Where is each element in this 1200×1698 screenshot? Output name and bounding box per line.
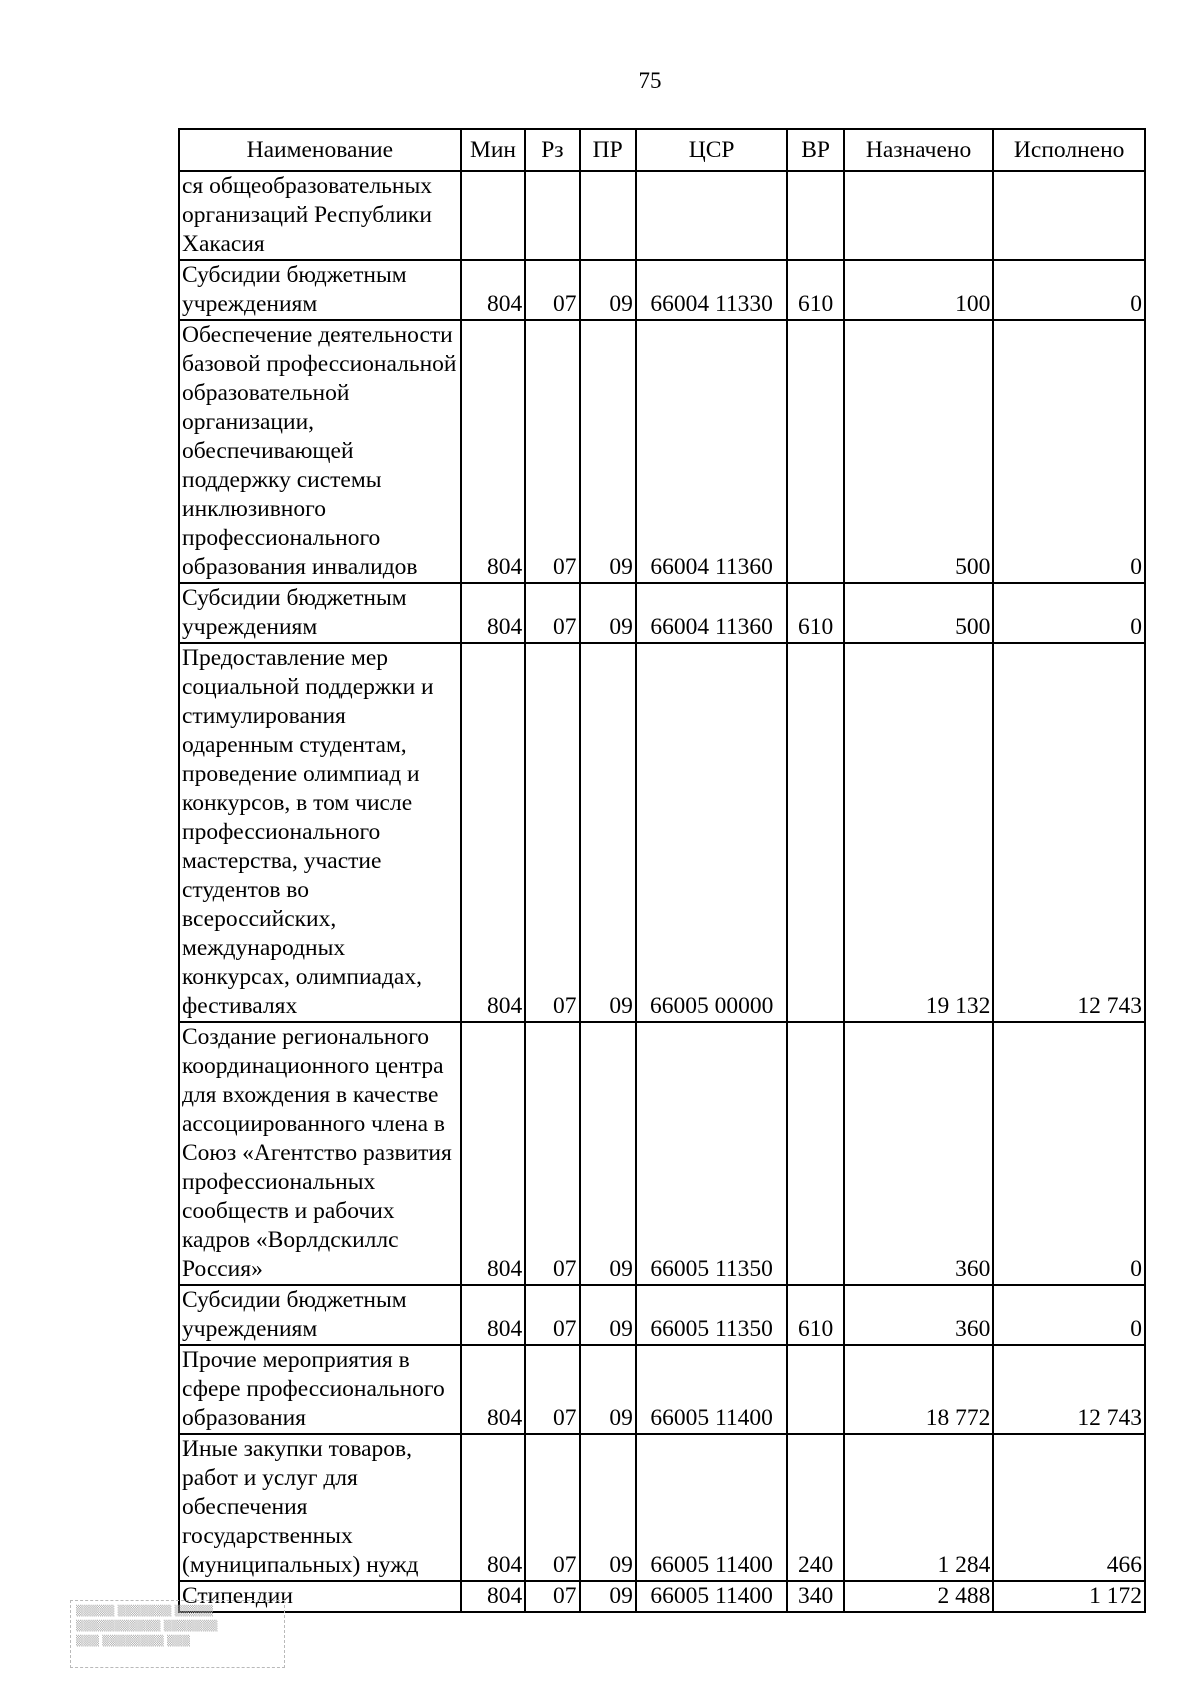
row-pr: 09 xyxy=(580,1345,636,1434)
row-vr: 240 xyxy=(787,1434,843,1581)
row-name: Прочие мероприятия в сфере профессионального образования xyxy=(179,1345,461,1434)
row-min: 804 xyxy=(461,1581,526,1612)
header-executed: Исполнено xyxy=(993,129,1145,171)
table-row xyxy=(179,1345,1145,1434)
header-rz: Рз xyxy=(525,129,579,171)
row-executed: 0 xyxy=(993,1022,1145,1285)
row-vr xyxy=(787,1022,843,1285)
row-rz: 07 xyxy=(525,1581,579,1612)
row-csr: 66005 11400 xyxy=(636,1434,788,1581)
row-name: Создание регионального координационного центра для вхождения в качестве ассоциированного члена в Союз «Агентство развития профессиональных сообществ и рабочих кадров «Ворлдскиллс Россия» xyxy=(179,1022,461,1285)
table-row xyxy=(179,1434,1145,1581)
row-vr: 610 xyxy=(787,1285,843,1345)
row-pr: 09 xyxy=(580,583,636,643)
row-min: 804 xyxy=(461,1285,526,1345)
row-assigned: 18 772 xyxy=(844,1345,994,1434)
row-vr: 610 xyxy=(787,260,843,320)
row-executed: 0 xyxy=(993,583,1145,643)
row-executed xyxy=(993,171,1145,260)
row-assigned: 360 xyxy=(844,1022,994,1285)
row-vr: 610 xyxy=(787,583,843,643)
budget-table xyxy=(178,128,1146,1613)
row-name: Субсидии бюджетным учреждениям xyxy=(179,583,461,643)
row-name: Обеспечение деятельности базовой профессиональной образовательной организации, обеспечивающей поддержку системы инклюзивного профессионального образования инвалидов xyxy=(179,320,461,583)
row-name: Предоставление мер социальной поддержки и стимулирования одаренным студентам, проведение олимпиад и конкурсов, в том числе профессионального мастерства, участие студентов во всероссийских, международных конкурсах, олимпиадах, фестивалях xyxy=(179,643,461,1022)
table-row xyxy=(179,260,1145,320)
table-row xyxy=(179,320,1145,583)
row-vr xyxy=(787,320,843,583)
row-executed: 0 xyxy=(993,1285,1145,1345)
row-assigned: 1 284 xyxy=(844,1434,994,1581)
row-csr xyxy=(636,171,788,260)
row-name: Субсидии бюджетным учреждениям xyxy=(179,260,461,320)
row-rz: 07 xyxy=(525,643,579,1022)
row-csr: 66004 11360 xyxy=(636,320,788,583)
row-vr xyxy=(787,1345,843,1434)
row-pr: 09 xyxy=(580,320,636,583)
table-row xyxy=(179,171,1145,260)
header-pr: ПР xyxy=(580,129,636,171)
row-csr: 66004 11360 xyxy=(636,583,788,643)
row-executed: 1 172 xyxy=(993,1581,1145,1612)
row-pr xyxy=(580,171,636,260)
row-csr: 66005 00000 xyxy=(636,643,788,1022)
row-vr xyxy=(787,643,843,1022)
row-executed: 0 xyxy=(993,320,1145,583)
table-row xyxy=(179,583,1145,643)
header-vr: ВР xyxy=(787,129,843,171)
row-name: ся общеобразовательных организаций Республики Хакасия xyxy=(179,171,461,260)
row-assigned: 500 xyxy=(844,583,994,643)
row-vr xyxy=(787,171,843,260)
row-assigned: 360 xyxy=(844,1285,994,1345)
row-pr: 09 xyxy=(580,1022,636,1285)
table-row xyxy=(179,1581,1145,1612)
row-min: 804 xyxy=(461,260,526,320)
row-executed: 12 743 xyxy=(993,1345,1145,1434)
row-rz: 07 xyxy=(525,1434,579,1581)
row-assigned: 2 488 xyxy=(844,1581,994,1612)
row-rz: 07 xyxy=(525,320,579,583)
row-rz: 07 xyxy=(525,1285,579,1345)
row-name: Иные закупки товаров, работ и услуг для обеспечения государственных (муниципальных) нужд xyxy=(179,1434,461,1581)
row-pr: 09 xyxy=(580,1581,636,1612)
row-executed: 466 xyxy=(993,1434,1145,1581)
row-rz: 07 xyxy=(525,1345,579,1434)
row-csr: 66005 11400 xyxy=(636,1581,788,1612)
row-min xyxy=(461,171,526,260)
row-rz: 07 xyxy=(525,1022,579,1285)
row-pr: 09 xyxy=(580,1434,636,1581)
header-min: Мин xyxy=(461,129,526,171)
row-assigned: 100 xyxy=(844,260,994,320)
row-pr: 09 xyxy=(580,1285,636,1345)
row-assigned xyxy=(844,171,994,260)
row-assigned: 500 xyxy=(844,320,994,583)
row-pr: 09 xyxy=(580,260,636,320)
row-pr: 09 xyxy=(580,643,636,1022)
header-assigned: Назначено xyxy=(844,129,994,171)
row-min: 804 xyxy=(461,583,526,643)
row-name: Стипендии xyxy=(179,1581,461,1612)
row-executed: 0 xyxy=(993,260,1145,320)
row-rz: 07 xyxy=(525,583,579,643)
header-csr: ЦСР xyxy=(636,129,788,171)
row-name: Субсидии бюджетным учреждениям xyxy=(179,1285,461,1345)
row-min: 804 xyxy=(461,643,526,1022)
row-csr: 66005 11350 xyxy=(636,1285,788,1345)
row-csr: 66005 11400 xyxy=(636,1345,788,1434)
table-row xyxy=(179,1022,1145,1285)
row-executed: 12 743 xyxy=(993,643,1145,1022)
faded-stamp-image: ▒▒▒▒▒ ▒▒▒▒▒▒▒ ▒▒▒▒▒ ▒▒▒▒▒▒▒▒▒▒▒ ▒▒▒▒▒▒▒ ▒▒▒ ▒▒▒▒▒▒▒▒ ▒▒▒ xyxy=(70,1600,285,1668)
row-min: 804 xyxy=(461,1022,526,1285)
row-min: 804 xyxy=(461,320,526,583)
header-row xyxy=(179,129,1145,171)
row-min: 804 xyxy=(461,1434,526,1581)
row-csr: 66005 11350 xyxy=(636,1022,788,1285)
page-number: 75 xyxy=(638,68,662,93)
table-row xyxy=(179,1285,1145,1345)
row-assigned: 19 132 xyxy=(844,643,994,1022)
table-row xyxy=(179,643,1145,1022)
header-name: Наименование xyxy=(179,129,461,171)
row-min: 804 xyxy=(461,1345,526,1434)
row-rz xyxy=(525,171,579,260)
row-csr: 66004 11330 xyxy=(636,260,788,320)
row-vr: 340 xyxy=(787,1581,843,1612)
row-rz: 07 xyxy=(525,260,579,320)
